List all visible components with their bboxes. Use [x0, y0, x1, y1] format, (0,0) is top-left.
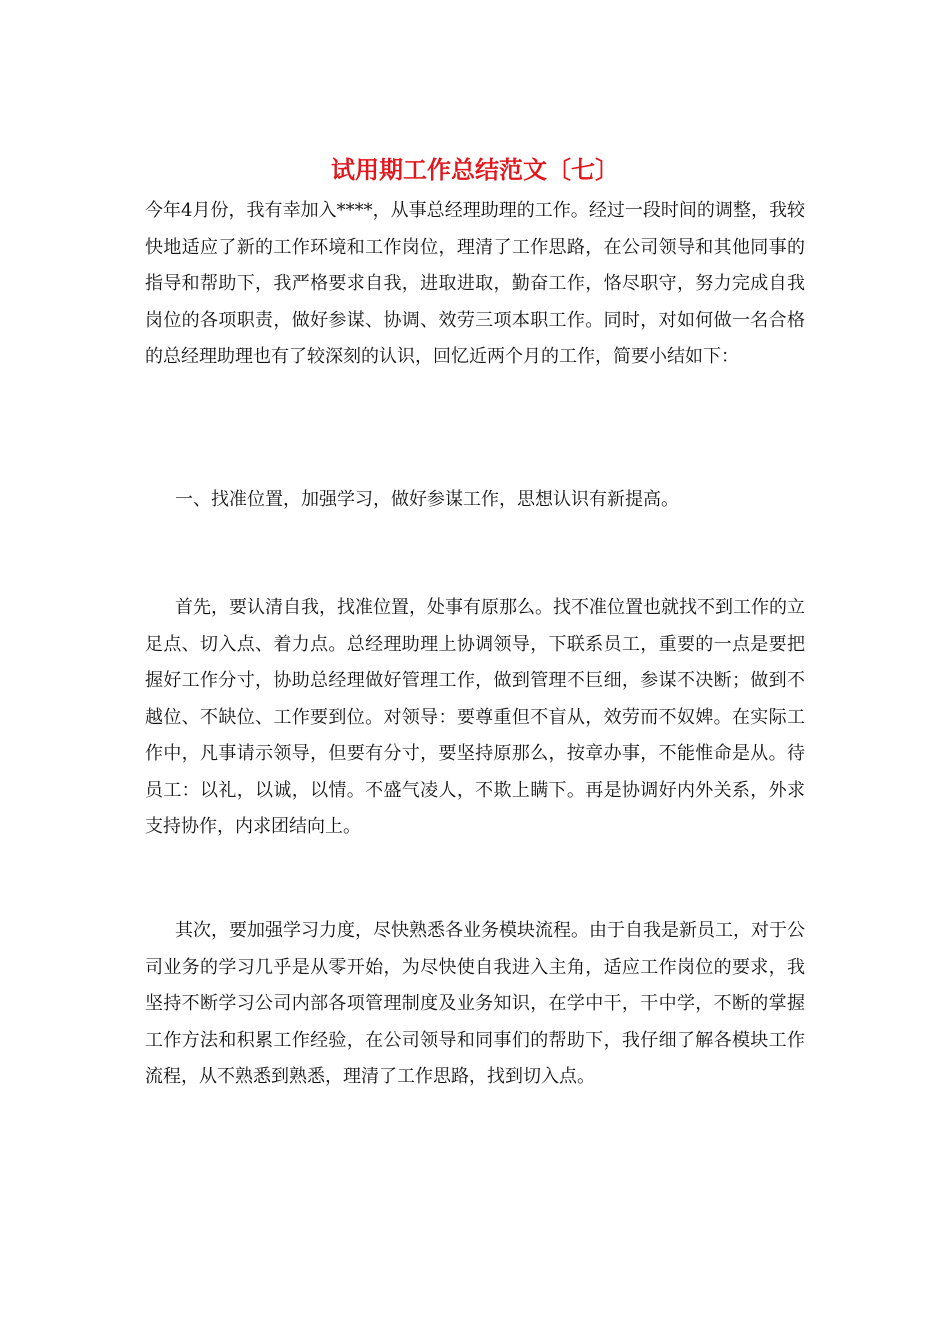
intro-paragraph: 今年4月份，我有幸加入****，从事总经理助理的工作。经过一段时间的调整，我较快地适应了新的工作环境和工作岗位，理清了工作思路，在公司领导和其他同事的指导和帮助下，我严格要求自我，进取进取，勤奋工作，恪尽职守，努力完成自我岗位的各项职责，做好参谋、协调、效劳三项本职工作。同时，对如何做一名合格的总经理助理也有了较深刻的认识，回忆近两个月的工作，简要小结如下：: [145, 200, 805, 367]
document-title: 试用期工作总结范文〔七〕: [331, 155, 619, 184]
body-paragraph-first: 首先，要认清自我，找准位置，处事有原那么。找不准位置也就找不到工作的立足点、切入点、着力点。总经理助理上协调领导，下联系员工，重要的一点是要把握好工作分寸，协助总经理做好管理工作，做到管理不巨细，参谋不决断；做到不越位、不缺位、工作要到位。对领导：要尊重但不盲从，效劳而不奴婢。在实际工作中，凡事请示领导，但要有分寸，要坚持原那么，按章办事，不能惟命是从。待员工：以礼，以诚，以情。不盛气凌人，不欺上瞒下。再是协调好内外关系，外求支持协作，内求团结向上。: [145, 597, 805, 837]
body-paragraph-second: 其次，要加强学习力度，尽快熟悉各业务模块流程。由于自我是新员工，对于公司业务的学习几乎是从零开始，为尽快使自我进入主角，适应工作岗位的要求，我坚持不断学习公司内部各项管理制度及业务知识，在学中干，干中学，不断的掌握工作方法和积累工作经验，在公司领导和同事们的帮助下，我仔细了解各模块工作流程，从不熟悉到熟悉，理清了工作思路，找到切入点。: [145, 920, 805, 1087]
section-heading-paragraph: 一、找准位置，加强学习，做好参谋工作，思想认识有新提高。: [175, 489, 679, 510]
